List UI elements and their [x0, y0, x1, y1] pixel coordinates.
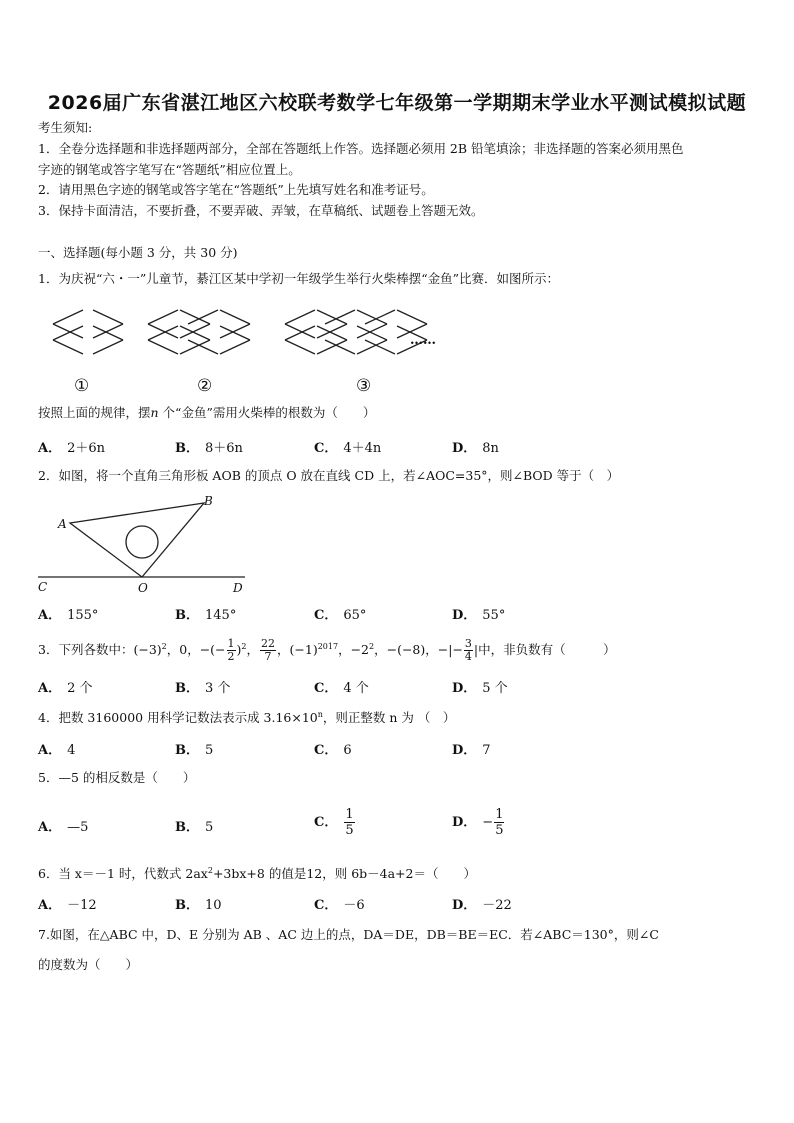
q2-label-o: O [138, 581, 148, 595]
q2-option-b[interactable] [175, 604, 236, 623]
option-text: 65° [343, 608, 367, 623]
q3-option-a[interactable] [38, 677, 93, 696]
option-letter: B． [175, 743, 199, 758]
q3-prefix: 3．下列各数中： [38, 642, 134, 658]
goldfish-figure-2 [148, 310, 250, 354]
option-text: －6 [343, 898, 365, 913]
q3-term: ) [236, 642, 242, 658]
option-letter: A． [38, 441, 62, 456]
q5-stem: 5．—5 的相反数是（ ） [38, 770, 196, 785]
option-letter: C． [314, 743, 338, 758]
frac-num: 3 [464, 637, 472, 651]
notice-item-1-line-2: 字迹的钢笔或答字笔写在“答题纸”相应位置上。 [38, 162, 301, 177]
frac-den: 4 [464, 650, 472, 664]
q3-fraction-1 [227, 638, 236, 663]
q1-question-var: n [150, 405, 159, 420]
notice-heading: 考生须知: [38, 120, 93, 135]
page-title: 2026届广东省湛江地区六校联考数学七年级第一学期期末学业水平测试模拟试题 [47, 92, 747, 114]
option-text: 8n [482, 441, 499, 456]
q2-label-b: B [204, 494, 213, 508]
q6-exp: 2 [207, 866, 213, 875]
option-letter: A． [38, 681, 62, 696]
q3-fraction-2 [260, 638, 276, 663]
q3-option-b[interactable] [175, 677, 230, 696]
notice-item-3: 3．保持卡面清洁，不要折叠，不要弄破、弄皱，在草稿纸、试题卷上答题无效。 [38, 203, 484, 218]
q3-term: (−3) [133, 642, 162, 658]
goldfish-figure-1 [53, 310, 123, 354]
q2-label-d: D [233, 581, 243, 595]
option-text: 145° [205, 608, 237, 623]
q3-term: ，(−1) [277, 642, 318, 658]
q6-option-a[interactable] [38, 894, 97, 913]
option-letter: A． [38, 898, 62, 913]
option-text: 4＋4n [343, 441, 382, 456]
option-sign: − [482, 815, 494, 830]
option-text: 5 [205, 820, 214, 835]
option-letter: B． [175, 820, 199, 835]
notice-item-2: 2．请用黑色字迹的钢笔或答字笔在“答题纸”上先填写姓名和准考证号。 [38, 182, 434, 197]
q4-option-a[interactable] [38, 739, 75, 758]
option-letter: A． [38, 820, 62, 835]
frac-den: 5 [495, 823, 504, 838]
option-text: －12 [67, 898, 97, 913]
q6-stem [38, 862, 476, 883]
q2-label-a: A [58, 517, 67, 531]
triangle-aob [70, 503, 204, 577]
q2-option-a[interactable] [38, 604, 98, 623]
option-letter: D． [452, 743, 477, 758]
q4-exp: n [317, 710, 323, 719]
option-letter: A． [38, 608, 62, 623]
q1-fig-label-1: ① [74, 376, 90, 396]
option-text: 55° [482, 608, 506, 623]
q3-exp: 2 [241, 642, 247, 651]
option-letter: D． [452, 441, 477, 456]
option-letter: D． [452, 815, 477, 830]
q5-option-d-fraction [494, 807, 504, 838]
option-letter: C． [314, 441, 338, 456]
q6-stem-b: +3bx+8 的值是12，则 6b－4a+2＝（ ） [212, 866, 476, 882]
option-text: 3 个 [205, 681, 231, 696]
q4-option-b[interactable] [175, 739, 213, 758]
q3-option-c[interactable] [314, 677, 369, 696]
q3-term: ，−(−8)，−|− [374, 642, 463, 658]
option-text: 5 个 [482, 681, 508, 696]
q5-option-d[interactable] [452, 803, 505, 843]
frac-num: 1 [495, 807, 504, 822]
q6-stem-a: 6．当 x＝－1 时，代数式 2ax [38, 866, 208, 882]
q1-option-c[interactable] [314, 437, 381, 456]
option-letter: C． [314, 815, 338, 830]
option-letter: C． [314, 898, 338, 913]
frac-den: 2 [227, 650, 235, 664]
option-text: 8＋6n [205, 441, 243, 456]
q1-ellipsis: …… [410, 333, 436, 348]
frac-den: 7 [264, 650, 272, 664]
option-letter: D． [452, 681, 477, 696]
option-letter: B． [175, 898, 199, 913]
option-text: 5 [205, 743, 214, 758]
q3-term: ，−2 [338, 642, 370, 658]
q2-stem: 2．如图，将一个直角三角形板 AOB 的顶点 O 放在直线 CD 上，若∠AOC=35°，则∠BOD 等于（ ） [38, 468, 620, 483]
q1-stem: 1．为庆祝“六・一”儿童节，綦江区某中学初一年级学生举行火柴棒摆“金鱼”比赛．如图所示： [38, 271, 560, 286]
q3-stem [38, 633, 616, 664]
section-heading: 一、选择题(每小题 3 分，共 30 分) [38, 245, 238, 260]
q6-option-c[interactable] [314, 894, 365, 913]
option-text: 2＋6n [67, 441, 106, 456]
option-text: 4 [67, 743, 76, 758]
option-text: －22 [482, 898, 512, 913]
q4-stem [38, 706, 455, 727]
q3-exp: 2017 [317, 642, 339, 651]
frac-num: 22 [261, 637, 276, 651]
q3-term: |中，非负数有（ ） [473, 642, 616, 658]
q6-option-b[interactable] [175, 894, 222, 913]
frac-den: 5 [345, 823, 354, 838]
q6-option-d[interactable] [452, 894, 512, 913]
q1-question [38, 404, 375, 422]
q4-stem-a: 4．把数 3160000 用科学记数法表示成 3.16×10 [38, 710, 318, 726]
q4-option-d[interactable] [452, 739, 491, 758]
q7-stem-line-2: 的度数为（ ） [38, 957, 139, 972]
option-text: 7 [482, 743, 491, 758]
option-letter: A． [38, 743, 62, 758]
option-text: 4 个 [343, 681, 369, 696]
q2-option-c[interactable] [314, 604, 366, 623]
q5-option-c[interactable] [314, 803, 356, 843]
q4-stem-b: ，则正整数 n 为 （ ） [322, 710, 456, 726]
q1-question-b: 个“金鱼”需用火柴棒的根数为（ ） [158, 405, 376, 420]
option-text: —5 [67, 820, 89, 835]
q1-option-a[interactable] [38, 437, 105, 456]
notice-item-1-line-1: 1．全卷分选择题和非选择题两部分，全部在答题纸上作答。选择题必须用 2B 铅笔填涂；非选择题的答案必须用黑色 [38, 141, 684, 156]
q1-fig-label-2: ② [197, 376, 213, 396]
q1-question-a: 按照上面的规律，摆 [38, 405, 151, 420]
option-letter: B． [175, 441, 199, 456]
q1-fig-label-3: ③ [356, 376, 372, 396]
q1-goldfish-figure [45, 300, 505, 400]
q5-option-a[interactable] [38, 816, 88, 835]
triangle-hole [126, 526, 158, 558]
option-letter: B． [175, 608, 199, 623]
q2-label-c: C [38, 580, 48, 594]
option-letter: C． [314, 681, 338, 696]
q3-option-d[interactable] [452, 677, 508, 696]
q3-exp: 2 [369, 642, 375, 651]
option-letter: D． [452, 608, 477, 623]
q1-option-d[interactable] [452, 437, 499, 456]
q4-option-c[interactable] [314, 739, 352, 758]
q5-option-c-fraction [344, 807, 354, 838]
q3-term: ，0，−(− [166, 642, 226, 658]
q3-exp: 2 [161, 642, 167, 651]
q3-fraction-3 [464, 638, 473, 663]
option-text: 6 [343, 743, 352, 758]
option-text: 10 [205, 898, 222, 913]
goldfish-figure-3 [285, 310, 427, 354]
option-letter: D． [452, 898, 477, 913]
option-letter: C． [314, 608, 338, 623]
frac-num: 1 [345, 807, 354, 822]
option-letter: B． [175, 681, 199, 696]
q2-option-d[interactable] [452, 604, 505, 623]
q3-term: ， [246, 642, 260, 658]
q5-option-b[interactable] [175, 816, 213, 835]
option-text: 2 个 [67, 681, 93, 696]
q7-stem-line-1: 7.如图，在△ABC 中，D、E 分别为 AB 、AC 边上的点，DA＝DE，DB＝BE＝EC．若∠ABC＝130°，则∠C [38, 927, 659, 942]
option-text: 155° [67, 608, 99, 623]
frac-num: 1 [227, 637, 235, 651]
q1-option-b[interactable] [175, 437, 243, 456]
